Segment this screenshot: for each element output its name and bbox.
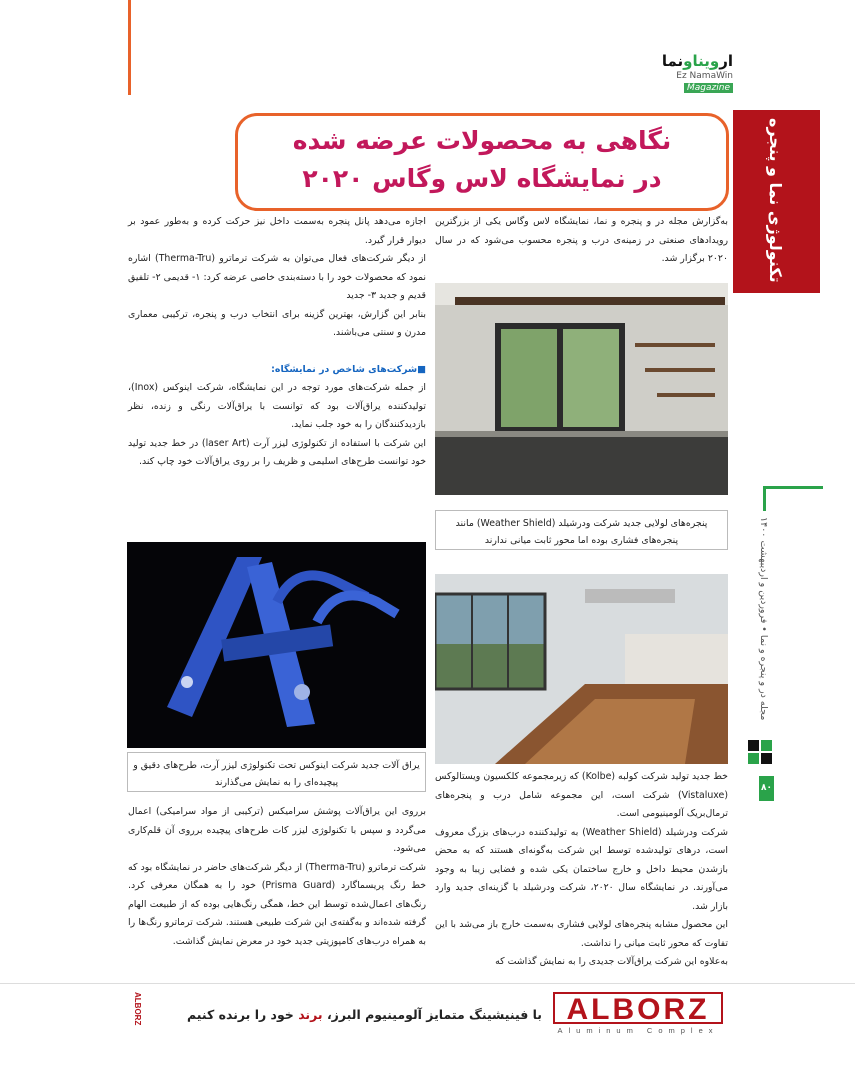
paragraph: بنابر این گزارش، بهترین گزینه برای انتخاب درب و پنجره، ترکیبی معماری مدرن و سنتی می‌باشند. xyxy=(128,308,426,338)
article-title-line-1: نگاهی به محصولات عرضه شده xyxy=(292,126,672,155)
logo-part-1: ار xyxy=(719,52,733,70)
page-number: ۸۰ xyxy=(759,776,774,801)
photo-caption: یراق آلات جدید شرکت اینوکس تحت تکنولوژی لیزر آرت، طرح‌های دقیق و پیچیده‌ای را به نمایش می‌گذارند xyxy=(127,752,426,792)
paragraph: شرکت ترماترو (Therma-Tru) از دیگر شرکت‌های حاضر در نمایشگاه بود که خط رنگ پریسماگارد (Prisma Guard) خود را به همگان معرفی کرد. رنگ‌های اعمال‌شده توسط این خط، همگی رنگ‌هایی بوده که از طبیعت الهام گرفته شده‌اند و به‌گفته‌ی این شرکت طبیعی هستند. شرکت ترماترو رنگ‌ها را به همراه درب‌های کامپوزیتی جدید خود در معرض نمایش گذاشت. xyxy=(128,861,427,947)
footer-side-brand: ALBORZ xyxy=(133,992,142,1026)
logo-en-text: Ez NamaWin xyxy=(676,71,733,81)
paragraph: این محصول مشابه پنجره‌های لولایی فشاری به‌سمت خارج باز می‌شد با این تفاوت که محور ثابت میانی را نداشت. xyxy=(435,919,728,949)
section-tab-label: تکنولوژی نما و پنجره xyxy=(766,118,785,283)
article-title-box xyxy=(235,113,729,211)
paragraph: این شرکت با استفاده از تکنولوژی لیزر آرت (laser Art) در خط جدید تولید خود توانست طرح‌های اسلیمی و ظریف را بر روی یراق‌آلات خود چاپ کند. xyxy=(128,437,427,467)
green-bar xyxy=(763,486,823,489)
square-bullet-icon: ■ xyxy=(417,363,426,375)
window-logo-icon xyxy=(746,738,774,766)
paragraph: از جمله شرکت‌های مورد توجه در این نمایشگاه، شرکت اینوکس (Inox)، تولیدکننده یراق‌آلات بود که توانست با یراق‌آلات رنگی و زنده، نظر بازدیدکنندگان را به خود جلب نماید. xyxy=(128,382,426,430)
intro-paragraph xyxy=(435,213,728,273)
paragraph: به‌علاوه این شرکت یراق‌آلات جدیدی را به نمایش گذاشت که xyxy=(495,956,728,967)
kitchen-window-photo xyxy=(435,283,728,495)
paragraph: برروی این یراق‌آلات پوشش سرامیکس (ترکیبی از مواد سرامیکی) اعمال می‌گردد و سپس با تکنولوژی لیزر کات طرح‌های پیچیده برروی آن قلم‌کاری می‌شود. xyxy=(128,806,426,854)
issue-info-vertical: مجله در و پنجره و نما • فروردین و اردیبهشت ۱۴۰۰ xyxy=(758,517,769,721)
blue-handles-illustration xyxy=(127,542,426,748)
top-accent-line xyxy=(128,0,131,95)
footer-slogan xyxy=(170,1004,542,1026)
intro-text: به‌گزارش مجله در و پنجره و نما، نمایشگاه لاس وگاس یکی از بزرگترین رویدادهای صنعتی در زمینه‌ی درب و پنجره محسوب می‌شود که در سال ۲۰۲۰ برگزار شد. xyxy=(435,216,728,264)
paragraph: اجازه می‌دهد پانل پنجره به‌سمت داخل نیز حرکت کرده و به‌طور عمود بر دیوار قرار گیرد. xyxy=(128,216,426,246)
footer-divider xyxy=(0,983,855,984)
kitchen-island-photo xyxy=(435,574,728,764)
slogan-part-1: با فینیشینگ متمایز آلومینیوم البرز، xyxy=(326,1007,542,1022)
section-heading-text: شرکت‌های شاخص در نمایشگاه: xyxy=(271,363,418,375)
logo-english xyxy=(628,70,733,94)
slogan-highlight: برند xyxy=(298,1007,323,1022)
green-vbar xyxy=(763,486,766,511)
side-green-corner xyxy=(763,486,823,492)
logo-persian xyxy=(628,52,733,70)
spacer xyxy=(128,343,426,361)
article-title-line-2: در نمایشگاه لاس وگاس ۲۰۲۰ xyxy=(302,164,662,193)
magazine-logo xyxy=(628,52,733,93)
kitchen-window-illustration xyxy=(435,283,728,495)
paragraph: شرکت ودرشیلد (Weather Shield) به تولیدکننده درب‌های بزرگ معروف است، درهای تولیدشده توسط این شرکت به‌گونه‌ای هستند که به محض بازشدن محیط داخل و خارج ساختمان یکی شده و فضایی زیبا به وجود می‌آورند. در نمایشگاه سال ۲۰۲۰، شرکت ودرشیلد با گزینه‌ای جدید وارد بازار شد. xyxy=(435,826,728,912)
alborz-wordmark: ALBORZ xyxy=(553,992,723,1024)
paragraph: از دیگر شرکت‌های فعال می‌توان به شرکت ترماترو (Therma-Tru) اشاره نمود که محصولات خود را با دسته‌بندی خاصی عرضه کرد: ۱- قدیمی ۲- تلفیق قدیم و جدید ۳- جدید xyxy=(128,253,426,301)
logo-part-3: نما xyxy=(661,52,684,70)
slogan-part-2: خود را برنده کنیم xyxy=(186,1007,294,1022)
logo-part-2: ویناو xyxy=(683,52,720,70)
left-column xyxy=(128,213,426,533)
section-tab xyxy=(733,110,820,293)
right-column-bottom xyxy=(435,768,728,968)
alborz-logo xyxy=(553,992,723,1038)
alborz-subtitle: Aluminum Complex xyxy=(557,1026,719,1035)
section-heading xyxy=(128,361,426,380)
kitchen-island-illustration xyxy=(435,574,728,764)
photo-caption: پنجره‌های لولایی جدید شرکت ودرشیلد (Weather Shield) مانند پنجره‌های فشاری بوده اما محور ثابت میانی ندارند xyxy=(435,510,728,550)
door-handle-photo xyxy=(127,542,426,748)
paragraph: خط جدید تولید شرکت کولبه (Kolbe) که زیرمجموعه کلکسیون ویستالوکس (Vistaluxe) شرکت است، این مجموعه شامل درب و پنجره‌های ترمال‌بریک آلومینیومی است. xyxy=(435,771,728,819)
logo-magazine-tag: Magazine xyxy=(684,83,733,93)
left-column-bottom xyxy=(128,803,426,973)
